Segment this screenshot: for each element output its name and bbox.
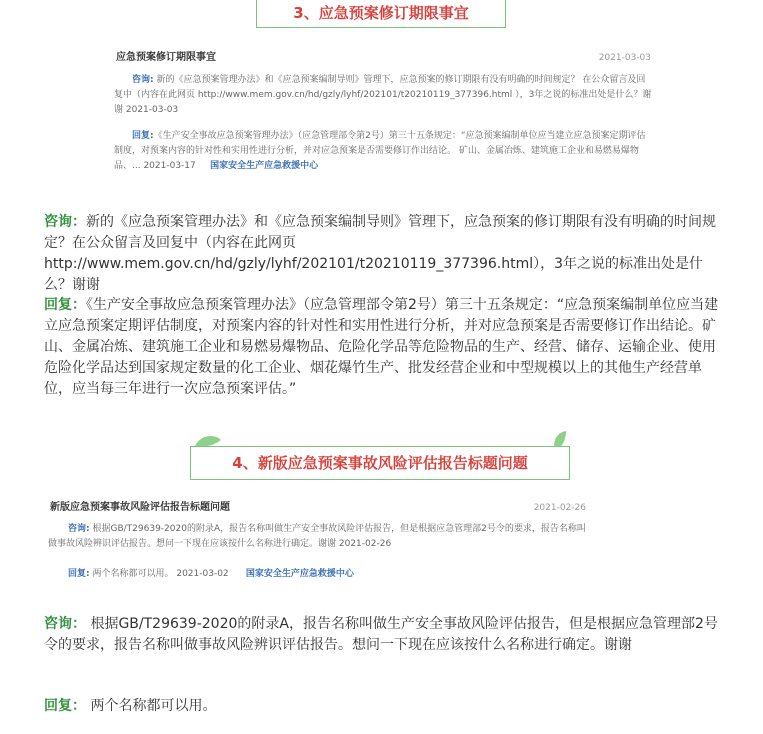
snapshot-date: 2021-03-03: [598, 53, 651, 63]
section-heading-3: 3、应急预案修订期限事宜: [256, 0, 506, 28]
snapshot-question: [48, 522, 588, 552]
question-text: 根据GB/T29639-2020的附录A，报告名称叫做生产安全事故风险评估报告，但是根据应急管理部2号令的要求，报告名称叫做事故风险辨识评估报告。想问一下现在应该按什么名称进行确定。谢谢: [44, 616, 718, 653]
snapshot-org: 国家安全生产应急救援中心: [245, 569, 354, 579]
question-label: 咨询：: [44, 616, 86, 632]
section-heading-4: 4、新版应急预案事故风险评估报告标题问题: [190, 446, 570, 480]
question-text: 新的《应急预案管理办法》和《应急预案编制导则》管理下，应急预案的修订期限有没有明确的时间规定？在公众留言及回复中（内容在此网页http://www.mem.gov.cn/hd/gzly/lyhf/202101/t20210119_377396.html），3年之说的标准出处是什么？谢谢: [44, 214, 716, 293]
snapshot-question-text: 根据GB/T29639-2020的附录A，报告名称叫做生产安全事故风险评估报告，但是根据应急管理部2号令的要求，报告名称叫做事故风险辨识评估报告。想问一下现在应该按什么名称进行确定。谢谢 2021-02-26: [48, 524, 586, 549]
answer-paragraph-1: [44, 295, 720, 400]
answer-label: 回复：: [44, 698, 86, 714]
answer-label: 回复：: [44, 297, 86, 313]
snapshot-answer-label: 回复:: [132, 131, 154, 141]
snapshot-date: 2021-02-26: [533, 503, 586, 513]
snapshot-question-label: 咨询:: [68, 524, 90, 534]
snapshot-answer: [114, 129, 654, 174]
snapshot-question-text: 新的《应急预案管理办法》和《应急预案编制导则》管理下，应急预案的修订期限有没有明确的时间规定？ 在公众留言及回复中（内容在此网页 http://www.mem.gov.cn/hd/gzly/lyhf/202101/t20210119_377396.html ），3年之说的标准出处是什么？谢谢 2021-03-03: [114, 75, 652, 115]
answer-text: 《生产安全事故应急预案管理办法》（应急管理部令第2号）第三十五条规定：“应急预案编制单位应当建立应急预案定期评估制度，对预案内容的针对性和实用性进行分析，并对应急预案是否需要修订作出结论。矿山、金属冶炼、建筑施工企业和易燃易爆物品、危险化学品等危险物品的生产、经营、储存、运输企业、使用危险化学品达到国家规定数量的化工企业、烟花爆竹生产、批发经营企业和中型规模以上的其他生产经营单位，应当每三年进行一次应急预案评估。”: [44, 297, 719, 397]
question-paragraph-1: [44, 212, 720, 296]
snapshot-question: [114, 73, 654, 118]
snapshot-question-label: 咨询:: [132, 75, 154, 85]
snapshot-answer-text: 两个名称都可以用。 2021-03-02: [92, 569, 229, 579]
snapshot-title: 新版应急预案事故风险评估报告标题问题: [50, 502, 230, 513]
qa-snapshot-1: [110, 40, 655, 180]
snapshot-answer: [48, 567, 588, 582]
answer-paragraph-2: [44, 696, 720, 717]
question-label: 咨询：: [44, 214, 86, 230]
answer-text: 两个名称都可以用。: [90, 698, 217, 714]
snapshot-answer-text: 《生产安全事故应急预案管理办法》（应急管理部令第2号）第三十五条规定：“应急预案编制单位应当建立应急预案定期评估制度，对预案内容的针对性和实用性进行分析，并对应急预案是否需要修订作出结论。 矿山、金属冶炼、建筑施工企业和易燃易爆物品、... 2021-03-17: [114, 131, 646, 171]
snapshot-org: 国家安全生产应急救援中心: [210, 161, 319, 171]
question-paragraph-2: [44, 614, 720, 656]
qa-snapshot-2: [44, 494, 592, 584]
snapshot-answer-label: 回复:: [68, 569, 90, 579]
snapshot-title: 应急预案修订期限事宜: [116, 52, 216, 63]
